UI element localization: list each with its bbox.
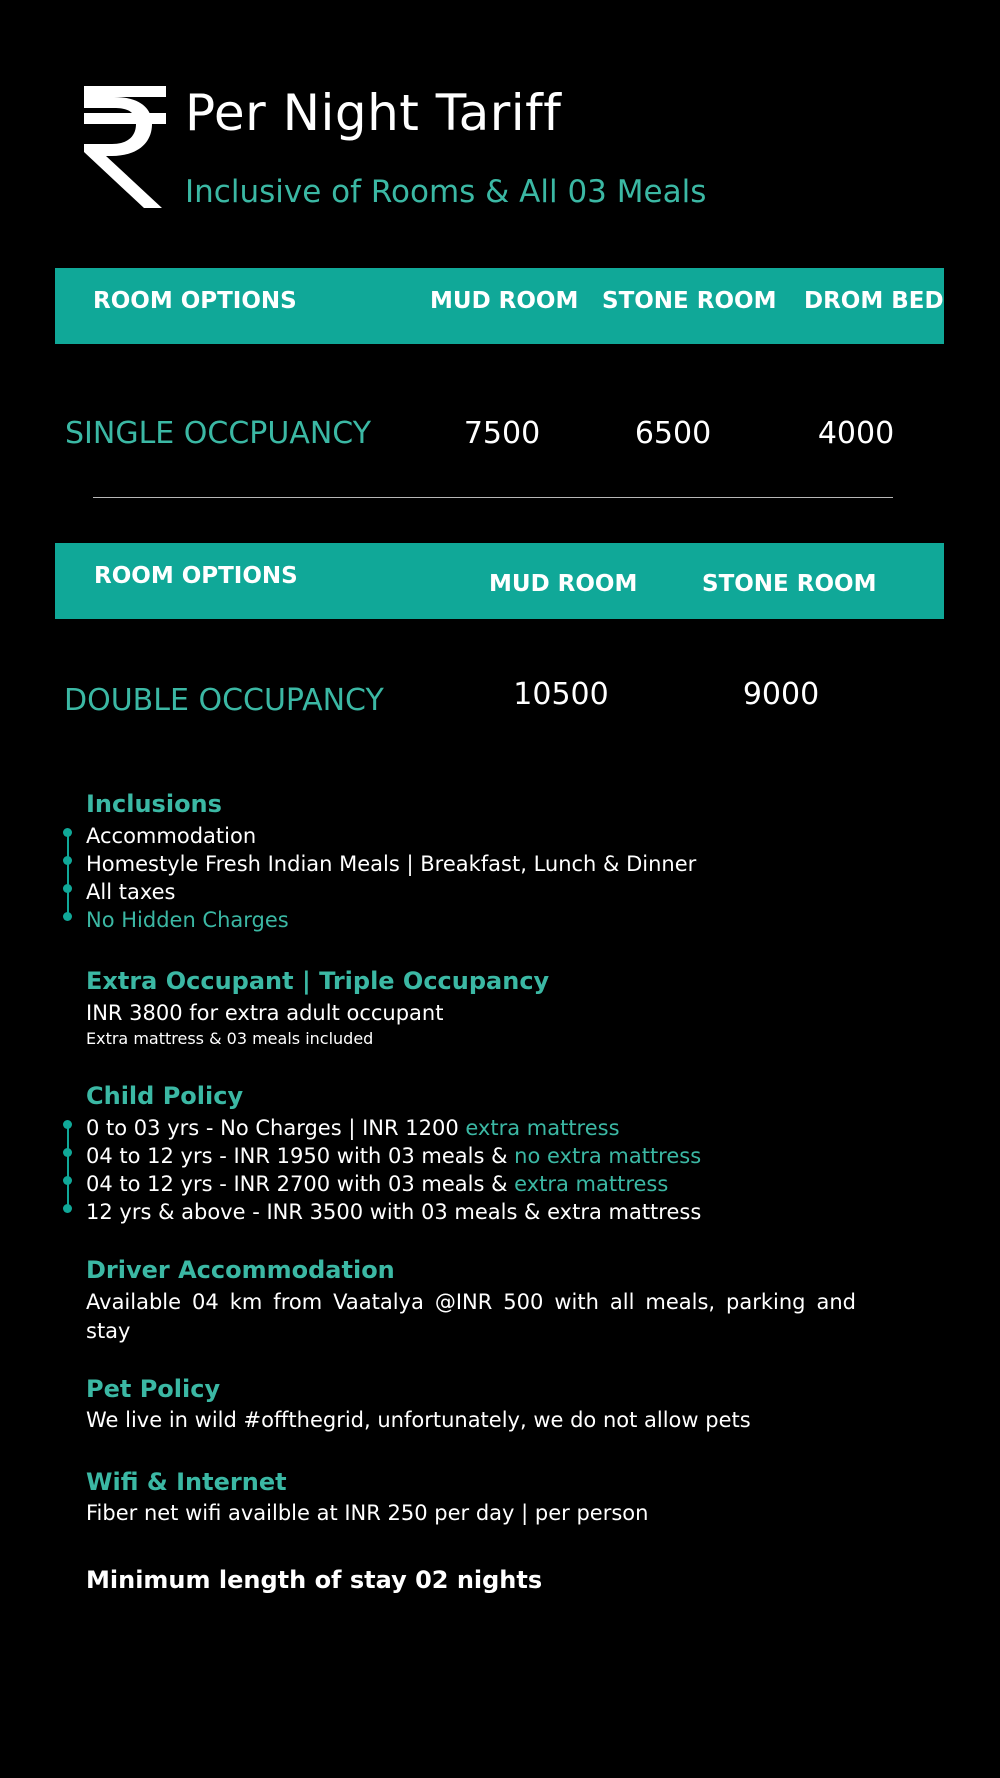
inclusion-item: Homestyle Fresh Indian Meals | Breakfast, Lunch & Dinner (86, 852, 697, 876)
extra-occupant-heading: Extra Occupant | Triple Occupancy (86, 967, 550, 995)
child-policy-item: 0 to 03 yrs - No Charges | INR 1200 extra mattress (86, 1116, 620, 1140)
extra-occupant-text: INR 3800 for extra adult occupant (86, 1001, 444, 1025)
inclusions-heading: Inclusions (86, 790, 222, 818)
wifi-text: Fiber net wifi availble at INR 250 per day | per person (86, 1501, 649, 1525)
col-header-drom-bed: DROM BED (804, 288, 944, 314)
bullet-dot (63, 1204, 72, 1213)
double-occupancy-label: DOUBLE OCCUPANCY (64, 683, 384, 718)
timeline-line (67, 832, 69, 916)
driver-heading: Driver Accommodation (86, 1256, 395, 1284)
col-header-stone-room: STONE ROOM (702, 571, 877, 597)
inclusion-item: All taxes (86, 880, 176, 904)
wifi-heading: Wifi & Internet (86, 1468, 287, 1496)
bullet-dot (63, 856, 72, 865)
pet-policy-text: We live in wild #offthegrid, unfortunately, we do not allow pets (86, 1408, 751, 1432)
price-double-mud: 10500 (513, 677, 609, 712)
page-subtitle: Inclusive of Rooms & All 03 Meals (185, 174, 707, 210)
extra-occupant-note: Extra mattress & 03 meals included (86, 1029, 374, 1048)
col-header-mud-room: MUD ROOM (489, 571, 638, 597)
col-header-stone-room: STONE ROOM (602, 288, 777, 314)
minimum-stay-note: Minimum length of stay 02 nights (86, 1566, 543, 1594)
bullet-dot (63, 1120, 72, 1129)
single-occupancy-label: SINGLE OCCPUANCY (65, 416, 372, 451)
inclusion-item: Accommodation (86, 824, 257, 848)
price-single-dorm: 4000 (817, 416, 895, 451)
divider (93, 497, 893, 498)
bullet-dot (63, 828, 72, 837)
price-single-stone: 6500 (634, 416, 712, 451)
inclusion-item: No Hidden Charges (86, 908, 289, 932)
child-policy-heading: Child Policy (86, 1082, 244, 1110)
col-header-room-options: ROOM OPTIONS (93, 288, 297, 314)
bullet-dot (63, 1176, 72, 1185)
driver-text: Available 04 km from Vaatalya @INR 500 with all meals, parking and stay (86, 1290, 856, 1343)
price-single-mud: 7500 (463, 416, 541, 451)
child-policy-item: 04 to 12 yrs - INR 2700 with 03 meals & extra mattress (86, 1172, 669, 1196)
timeline-line (67, 1124, 69, 1208)
child-policy-item: 12 yrs & above - INR 3500 with 03 meals & extra mattress (86, 1200, 702, 1224)
rupee-icon (84, 86, 166, 208)
pet-policy-heading: Pet Policy (86, 1375, 221, 1403)
child-policy-item: 04 to 12 yrs - INR 1950 with 03 meals & no extra mattress (86, 1144, 702, 1168)
bullet-dot (63, 884, 72, 893)
col-header-room-options: ROOM OPTIONS (94, 563, 298, 589)
bullet-dot (63, 912, 72, 921)
price-double-stone: 9000 (742, 677, 820, 712)
page-title: Per Night Tariff (185, 84, 562, 142)
col-header-mud-room: MUD ROOM (430, 288, 579, 314)
bullet-dot (63, 1148, 72, 1157)
